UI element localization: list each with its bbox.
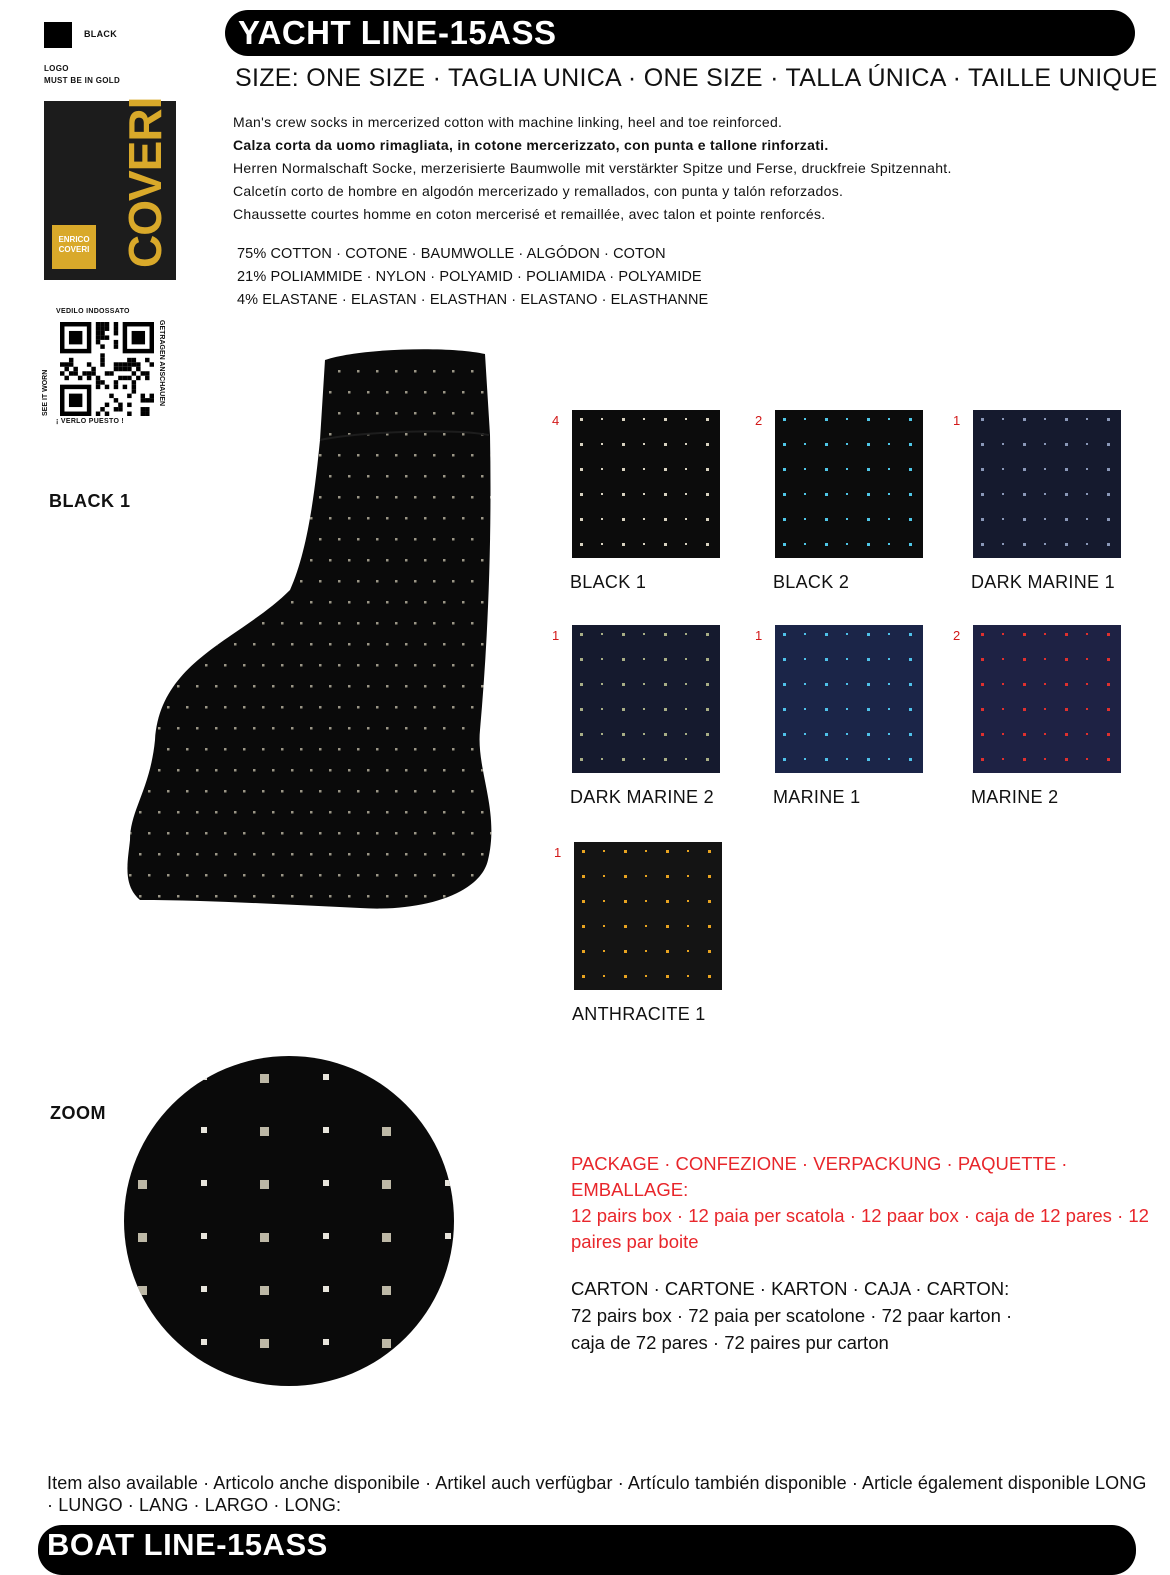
variant-quantity: 2 [755,413,763,428]
package-heading: PACKAGE · CONFEZIONE · VERPACKUNG · PAQUETTE · EMBALLAGE: [571,1153,1068,1200]
qr-left-label: SEE IT WORN [42,369,49,416]
variant-swatch[interactable] [572,410,720,558]
variant-quantity: 4 [552,413,560,428]
description-it: Calza corta da uomo rimagliata, in cotone mercerizzato, con punta e tallone rinforzati. [233,137,829,153]
carton-heading: CARTON · CARTONE · KARTON · CAJA · CARTON: [571,1278,1010,1299]
variant-quantity: 1 [552,628,560,643]
composition [237,243,708,312]
description-fr: Chaussette courtes homme en coton mercerisé et remaillée, avec talon et pointe renforcés. [233,206,826,222]
availability-note: Item also available · Articolo anche disponibile · Artikel auch verfügbar · Artículo también disponible · Article également disponible LONG · LUNGO · LANG · LARGO · LONG: [47,1473,1147,1515]
variant-swatch[interactable] [572,625,720,773]
composition-cotton: 75% COTTON · COTONE · BAUMWOLLE · ALGÓDON · COTON [237,246,666,262]
variant-quantity: 1 [755,628,763,643]
logo-note-line2: MUST BE IN GOLD [44,76,121,85]
composition-elastane: 4% ELASTANE · ELASTAN · ELASTHAN · ELASTANO · ELASTHANNE [237,292,709,308]
variant-name: DARK MARINE 2 [570,787,714,807]
variant-name: MARINE 1 [773,787,861,807]
description-en: Man's crew socks in mercerized cotton with machine linking, heel and toe reinforced. [233,114,783,130]
brand-logo-text: COVERI [119,97,171,268]
carton-info [571,1275,1151,1356]
main-variant-label: BLACK 1 [49,491,131,511]
description-de: Herren Normalschaft Socke, merzerisierte Baumwolle mit verstärkter Spitze und Ferse, druckfreie Spitzennaht. [233,160,952,176]
variant-swatch[interactable] [973,625,1121,773]
variant-name: BLACK 2 [773,572,850,592]
color-swatch [44,22,72,48]
qr-bottom-label: ¡ VERLO PUESTO ! [56,418,125,425]
bottom-title: BOAT LINE-15ASS [47,1527,328,1562]
size-line: SIZE: ONE SIZE · TAGLIA UNICA · ONE SIZE · TALLA ÚNICA · TAILLE UNIQUE [235,64,1158,92]
zoom-label: ZOOM [50,1103,106,1123]
brand-emblem: ENRICO COVERI [52,225,96,269]
variant-quantity: 2 [953,628,961,643]
variant-name: ANTHRACITE 1 [572,1004,706,1024]
variant-swatch[interactable] [775,410,923,558]
package-text: 12 pairs box · 12 paia per scatola · 12 paar box · caja de 12 pares · 12 paires par boite [571,1205,1149,1252]
variant-name: DARK MARINE 1 [971,572,1115,592]
color-swatch-label: BLACK [84,29,117,39]
variant-quantity: 1 [953,413,961,428]
sock-image [120,340,500,920]
page-title: YACHT LINE-15ASS [238,14,557,51]
description [233,111,1153,226]
variant-swatch[interactable] [775,625,923,773]
package-info [571,1151,1151,1255]
qr-top-label: VEDILO INDOSSATO [56,308,130,315]
variant-name: MARINE 2 [971,787,1059,807]
variant-swatch[interactable] [973,410,1121,558]
variant-name: BLACK 1 [570,572,647,592]
zoom-detail-image [120,1052,458,1390]
logo-note-line1: LOGO [44,64,69,73]
composition-polyamide: 21% POLIAMMIDE · NYLON · POLYAMID · POLIAMIDA · POLYAMIDE [237,269,702,285]
description-es: Calcetín corto de hombre en algodón mercerizado y remallados, con punta y talón reforzados. [233,183,844,199]
carton-line1: 72 pairs box · 72 paia per scatolone · 72 paar karton · [571,1305,1013,1326]
variant-swatch[interactable] [574,842,722,990]
carton-line2: caja de 72 pares · 72 paires pur carton [571,1332,889,1353]
qr-right-label: GETRAGEN ANSCHAUEN [158,320,165,407]
variant-quantity: 1 [554,845,562,860]
